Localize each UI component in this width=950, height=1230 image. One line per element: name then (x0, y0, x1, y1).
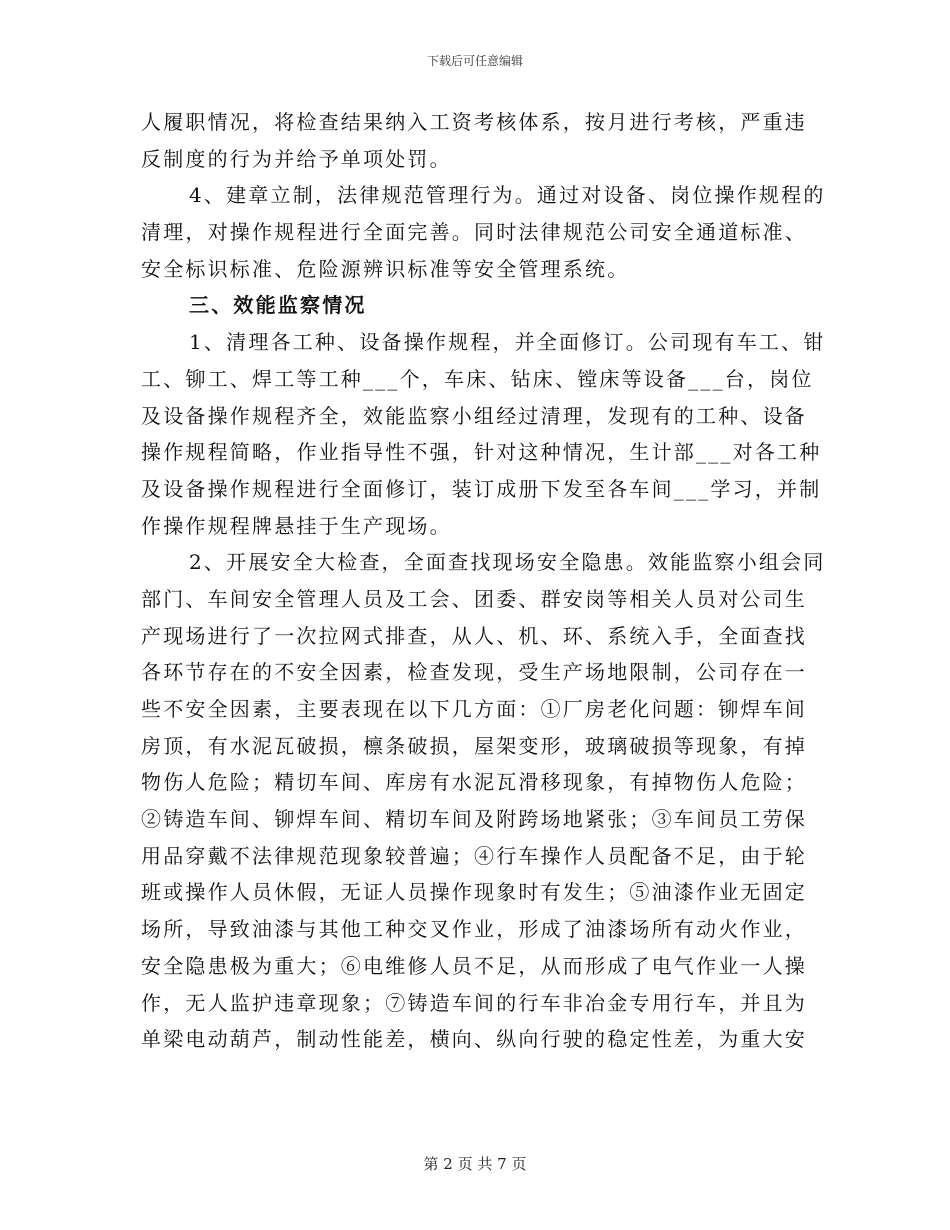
body-line: 单梁电动葫芦，制动性能差，横向、纵向行驶的稳定性差，为重大安 (141, 1027, 807, 1052)
body-line: 部门、车间安全管理人员及工会、团委、群安岗等相关人员对公司生 (141, 586, 807, 611)
body-line: 物伤人危险；精切车间、库房有水泥瓦滑移现象，有掉物伤人危险； (141, 770, 807, 795)
body-line: 房顶，有水泥瓦破损，檩条破损，屋架变形，玻璃破损等现象，有掉 (141, 733, 807, 758)
body-line: ②铸造车间、铆焊车间、精切车间及附跨场地紧张；③车间员工劳保 (141, 807, 807, 832)
body-line: 些不安全因素，主要表现在以下几方面：①厂房老化问题：铆焊车间 (141, 697, 807, 721)
section-heading: 三、效能监察情况 (189, 293, 367, 318)
body-line: 产现场进行了一次拉网式排查，从人、机、环、系统入手，全面查找 (141, 623, 807, 648)
paragraph-start: 4、建章立制，法律规范管理行为。通过对设备、岗位操作规程的 (189, 183, 826, 208)
body-line: 安全标识标准、危险源辨识标准等安全管理系统。 (141, 256, 630, 281)
body-line: 及设备操作规程齐全，效能监察小组经过清理，发现有的工种、设备 (141, 403, 807, 428)
body-line: 用品穿戴不法律规范现象较普遍；④行车操作人员配备不足，由于轮 (141, 843, 807, 868)
body-line: 及设备操作规程进行全面修订，装订成册下发至各车间___学习，并制 (141, 476, 822, 501)
page-header-note: 下载后可任意编辑 (426, 54, 523, 68)
body-line: 工、铆工、焊工等工种___个，车床、钻床、镗床等设备___台，岗位 (141, 366, 814, 391)
document-body (141, 104, 826, 1058)
body-line: 各环节存在的不安全因素，检查发现，受生产场地限制，公司存在一 (141, 660, 807, 685)
body-line: 反制度的行为并给予单项处罚。 (141, 146, 452, 171)
body-line: 操作规程简略，作业指导性不强，针对这种情况，生计部___对各工种 (141, 440, 822, 465)
body-line: 人履职情况，将检查结果纳入工资考核体系，按月进行考核，严重违 (141, 110, 807, 134)
body-line: 班或操作人员休假，无证人员操作现象时有发生；⑤油漆作业无固定 (141, 880, 807, 905)
body-line: 作操作规程牌悬挂于生产现场。 (141, 513, 452, 538)
body-line: 作，无人监护违章现象；⑦铸造车间的行车非冶金专用行车，并且为 (141, 990, 807, 1015)
body-line: 场所，导致油漆与其他工种交叉作业，形成了油漆场所有动火作业， (141, 917, 807, 942)
page-number: 第 2 页 共 7 页 (423, 1155, 527, 1173)
paragraph-start: 2、开展安全大检查，全面查找现场安全隐患。效能监察小组会同 (189, 550, 826, 575)
body-line: 安全隐患极为重大；⑥电维修人员不足，从而形成了电气作业一人操 (141, 953, 807, 978)
body-line: 清理，对操作规程进行全面完善。同时法律规范公司安全通道标准、 (141, 220, 807, 245)
paragraph-start: 1、清理各工种、设备操作规程，并全面修订。公司现有车工、钳 (189, 330, 826, 355)
